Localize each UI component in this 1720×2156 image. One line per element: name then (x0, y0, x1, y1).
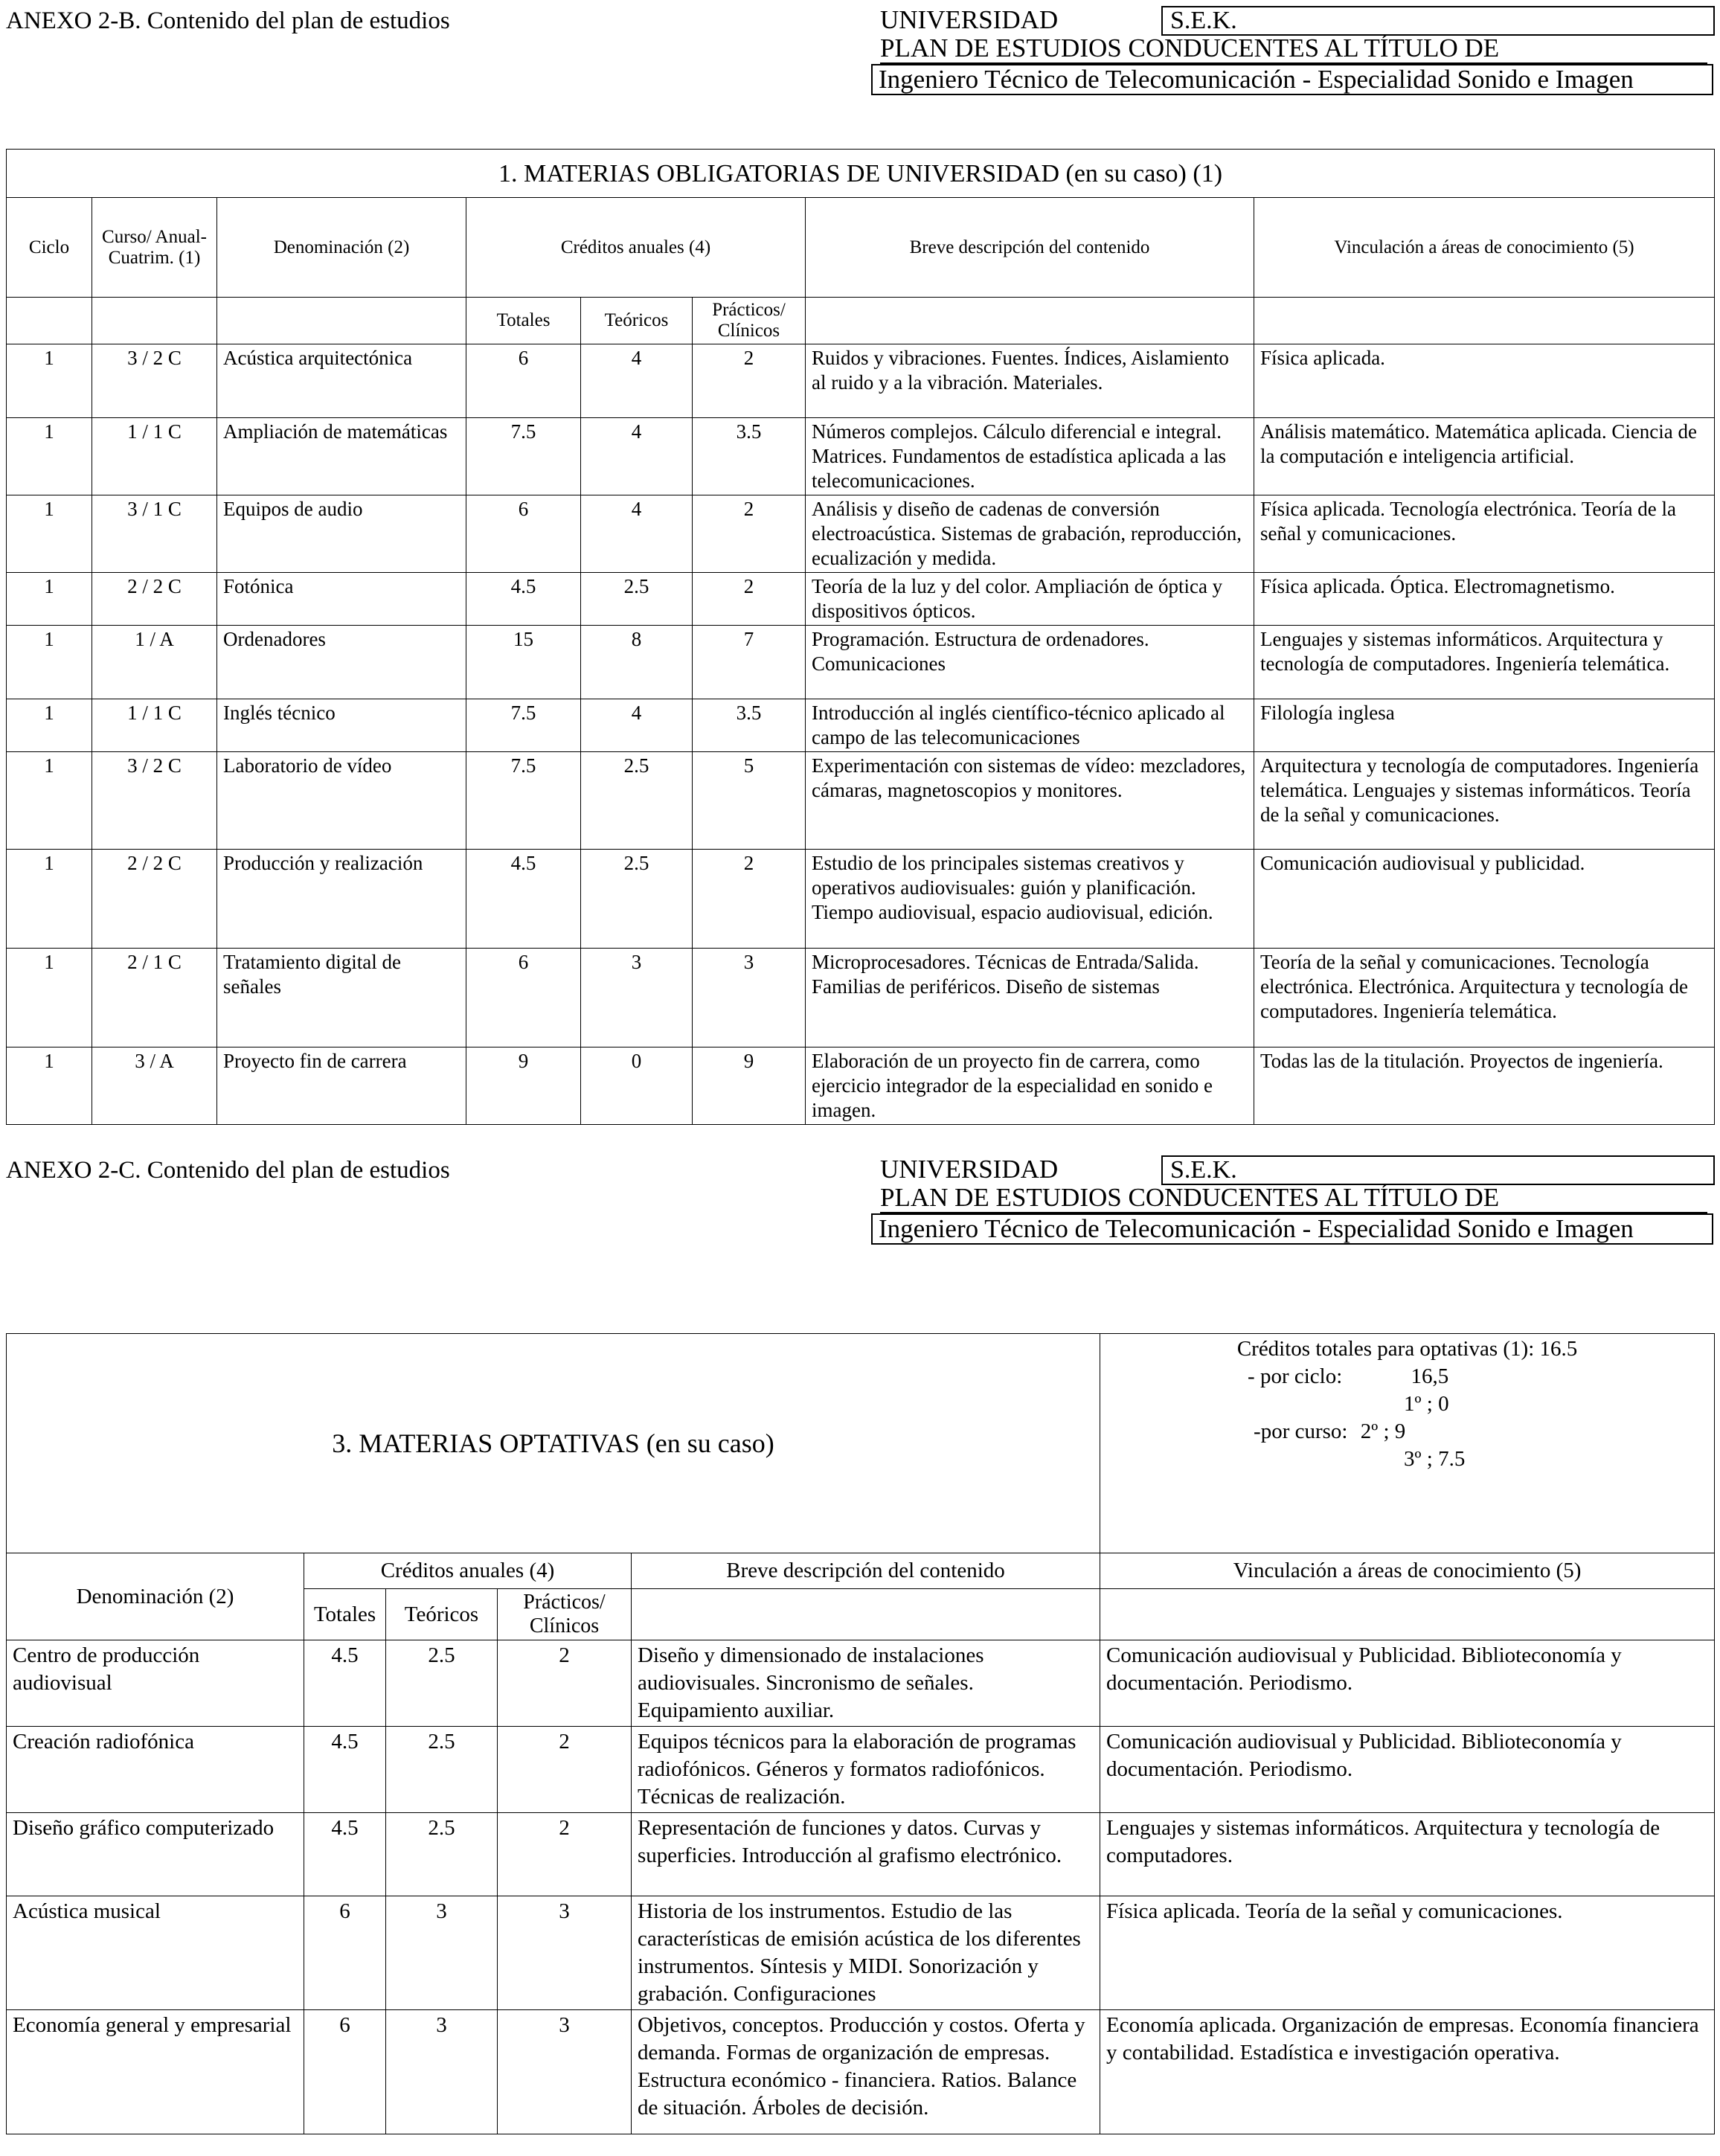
annex-c-plan-label: PLAN DE ESTUDIOS CONDUCENTES AL TÍTULO DE (880, 1184, 1707, 1213)
col-header-ciclo: Ciclo (7, 198, 92, 298)
ciclo-cell: 1 (7, 949, 92, 1047)
subject-name-cell: Ordenadores (217, 626, 466, 699)
credits-theory-cell: 4 (581, 495, 693, 573)
subject-name-cell: Proyecto fin de carrera (217, 1047, 466, 1125)
ciclo-cell: 1 (7, 495, 92, 573)
table-row (7, 573, 1715, 626)
col-header-descripcion: Breve descripción del contenido (806, 198, 1254, 298)
t3-col-header-practicos: Prácticos/ Clínicos (498, 1589, 632, 1640)
credits-theory-cell: 2.5 (386, 1640, 498, 1727)
description-cell: Elaboración de un proyecto fin de carrera, como ejercicio integrador de la especialidad en sonido e imagen. (806, 1047, 1254, 1125)
knowledge-areas-cell: Filología inglesa (1254, 699, 1715, 752)
knowledge-areas-cell: Todas las de la titulación. Proyectos de ingeniería. (1254, 1047, 1715, 1125)
knowledge-areas-cell: Física aplicada. Tecnología electrónica. Teoría de la señal y comunicaciones. (1254, 495, 1715, 573)
credits-theory-cell: 8 (581, 626, 693, 699)
knowledge-areas-cell: Comunicación audiovisual y publicidad. (1254, 850, 1715, 949)
credits-total-cell: 6 (466, 495, 581, 573)
col-header-denominacion: Denominación (2) (217, 198, 466, 298)
table3-body (7, 1640, 1715, 2134)
col-header-practicos: Prácticos/ Clínicos (693, 298, 806, 344)
annex-b-universidad-label: UNIVERSIDAD (880, 5, 1059, 34)
credits-total-cell: 4.5 (466, 850, 581, 949)
col-header-totales: Totales (466, 298, 581, 344)
subject-name-cell: Economía general y empresarial (7, 2010, 304, 2134)
credits-total-cell: 4.5 (304, 1640, 386, 1727)
curso-cell: 3 / 1 C (92, 495, 217, 573)
annex-b-plan-label: PLAN DE ESTUDIOS CONDUCENTES AL TÍTULO DE (880, 34, 1707, 64)
credits-total-cell: 15 (466, 626, 581, 699)
description-cell: Ruidos y vibraciones. Fuentes. Índices, Aislamiento al ruido y a la vibración. Materiales. (806, 344, 1254, 418)
table-row (7, 344, 1715, 418)
table-row (7, 1047, 1715, 1125)
credits-theory-cell: 0 (581, 1047, 693, 1125)
annex-c-universidad-label: UNIVERSIDAD (880, 1155, 1059, 1184)
knowledge-areas-cell: Lenguajes y sistemas informáticos. Arquitectura y tecnología de computadores. Ingeniería telemática. (1254, 626, 1715, 699)
ciclo-cell: 1 (7, 573, 92, 626)
credits-theory-cell: 4 (581, 699, 693, 752)
annex-b-degree: Ingeniero Técnico de Telecomunicación - Especialidad Sonido e Imagen (871, 64, 1713, 95)
curso-cell: 1 / A (92, 626, 217, 699)
description-cell: Objetivos, conceptos. Producción y costos. Oferta y demanda. Formas de organización de empresas. Estructura económico - financiera. Ratios. Balance de situación. Árboles de decisión. (632, 2010, 1100, 2134)
knowledge-areas-cell: Comunicación audiovisual y Publicidad. Biblioteconomía y documentación. Periodismo. (1100, 1727, 1715, 1813)
description-cell: Microprocesadores. Técnicas de Entrada/Salida. Familias de periféricos. Diseño de sistemas (806, 949, 1254, 1047)
credits-total: Créditos totales para optativas (1): 16.5 (1236, 1337, 1578, 1361)
knowledge-areas-cell: Análisis matemático. Matemática aplicada. Ciencia de la computación e inteligencia artificial. (1254, 418, 1715, 495)
subject-name-cell: Ampliación de matemáticas (217, 418, 466, 495)
subject-name-cell: Inglés técnico (217, 699, 466, 752)
col-header-teoricos: Teóricos (581, 298, 693, 344)
description-cell: Experimentación con sistemas de vídeo: mezcladores, cámaras, magnetoscopios y monitores. (806, 752, 1254, 850)
credits-course-1: 1º ; 0 (1404, 1392, 1449, 1416)
curso-cell: 3 / 2 C (92, 344, 217, 418)
credits-practice-cell: 2 (693, 344, 806, 418)
ciclo-cell: 1 (7, 850, 92, 949)
description-cell: Programación. Estructura de ordenadores. Comunicaciones (806, 626, 1254, 699)
credits-practice-cell: 2 (498, 1813, 632, 1896)
ciclo-cell: 1 (7, 418, 92, 495)
credits-theory-cell: 4 (581, 344, 693, 418)
credits-theory-cell: 3 (386, 1896, 498, 2010)
t3-col-header-creditos: Créditos anuales (4) (304, 1553, 632, 1589)
credits-total-cell: 6 (304, 2010, 386, 2134)
credits-practice-cell: 3.5 (693, 699, 806, 752)
credits-per-cycle-row (1106, 1363, 1708, 1390)
knowledge-areas-cell: Economía aplicada. Organización de empresas. Economía financiera y contabilidad. Estadística e investigación operativa. (1100, 2010, 1715, 2134)
annex-b-header-title: ANEXO 2-B. Contenido del plan de estudios (6, 7, 450, 34)
credits-total-cell: 4.5 (304, 1813, 386, 1896)
description-cell: Introducción al inglés científico-técnico aplicado al campo de las telecomunicaciones (806, 699, 1254, 752)
ciclo-cell: 1 (7, 752, 92, 850)
knowledge-areas-cell: Comunicación audiovisual y Publicidad. Biblioteconomía y documentación. Periodismo. (1100, 1640, 1715, 1727)
credits-total-cell: 6 (466, 949, 581, 1047)
subject-name-cell: Tratamiento digital de señales (217, 949, 466, 1047)
credits-per-course-row (1106, 1418, 1708, 1446)
credits-course-3: 3º ; 7.5 (1404, 1447, 1466, 1471)
table-row (7, 850, 1715, 949)
annex-c-degree: Ingeniero Técnico de Telecomunicación - Especialidad Sonido e Imagen (871, 1213, 1713, 1245)
ciclo-cell: 1 (7, 699, 92, 752)
table-row (7, 626, 1715, 699)
t3-col-header-denominacion: Denominación (2) (7, 1553, 304, 1640)
credits-theory-cell: 2.5 (386, 1813, 498, 1896)
curso-cell: 3 / 2 C (92, 752, 217, 850)
subject-name-cell: Laboratorio de vídeo (217, 752, 466, 850)
knowledge-areas-cell: Física aplicada. Óptica. Electromagnetismo. (1254, 573, 1715, 626)
table-row (7, 1896, 1715, 2010)
credits-per-course-label: -por curso: (1254, 1419, 1348, 1443)
credits-course-2: 2º ; 9 (1360, 1419, 1406, 1443)
credits-practice-cell: 2 (498, 1640, 632, 1727)
curso-cell: 2 / 2 C (92, 850, 217, 949)
annex-c-header-title: ANEXO 2-C. Contenido del plan de estudios (6, 1157, 450, 1184)
credits-theory-cell: 3 (581, 949, 693, 1047)
credits-practice-cell: 2 (498, 1727, 632, 1813)
table-row (7, 418, 1715, 495)
ciclo-cell: 1 (7, 626, 92, 699)
credits-practice-cell: 2 (693, 573, 806, 626)
credits-theory-cell: 4 (581, 418, 693, 495)
knowledge-areas-cell: Teoría de la señal y comunicaciones. Tecnología electrónica. Electrónica. Arquitectura y tecnología de computadores. Ingeniería telemática. (1254, 949, 1715, 1047)
table1-title: 1. MATERIAS OBLIGATORIAS DE UNIVERSIDAD (en su caso) (1) (7, 150, 1715, 198)
subject-name-cell: Diseño gráfico computerizado (7, 1813, 304, 1896)
table-row (7, 752, 1715, 850)
description-cell: Números complejos. Cálculo diferencial e integral. Matrices. Fundamentos de estadística aplicada a las telecomunicaciones. (806, 418, 1254, 495)
description-cell: Representación de funciones y datos. Curvas y superficies. Introducción al grafismo electrónico. (632, 1813, 1100, 1896)
credits-per-cycle-label: - por ciclo: (1248, 1364, 1343, 1388)
table-row (7, 1727, 1715, 1813)
table-row (7, 1640, 1715, 1727)
credits-practice-cell: 7 (693, 626, 806, 699)
optional-credits-box (1100, 1334, 1715, 1553)
knowledge-areas-cell: Lenguajes y sistemas informáticos. Arquitectura y tecnología de computadores. (1100, 1813, 1715, 1896)
subject-name-cell: Producción y realización (217, 850, 466, 949)
subject-name-cell: Equipos de audio (217, 495, 466, 573)
optional-subjects-table (6, 1333, 1715, 2134)
t3-col-header-totales: Totales (304, 1589, 386, 1640)
description-cell: Diseño y dimensionado de instalaciones audiovisuales. Sincronismo de señales. Equipamiento auxiliar. (632, 1640, 1100, 1727)
credits-total-cell: 7.5 (466, 752, 581, 850)
table-row (7, 699, 1715, 752)
col-header-creditos: Créditos anuales (4) (466, 198, 806, 298)
credits-theory-cell: 3 (386, 2010, 498, 2134)
credits-practice-cell: 3 (693, 949, 806, 1047)
credits-practice-cell: 3 (498, 2010, 632, 2134)
credits-total-cell: 6 (466, 344, 581, 418)
credits-total-cell: 4.5 (466, 573, 581, 626)
annex-c-universidad-value: S.E.K. (1161, 1155, 1715, 1185)
subject-name-cell: Centro de producción audiovisual (7, 1640, 304, 1727)
credits-practice-cell: 5 (693, 752, 806, 850)
table-row (7, 949, 1715, 1047)
credits-theory-cell: 2.5 (581, 573, 693, 626)
credits-practice-cell: 3.5 (693, 418, 806, 495)
credits-total-cell: 7.5 (466, 418, 581, 495)
t3-col-header-teoricos: Teóricos (386, 1589, 498, 1640)
mandatory-subjects-table (6, 149, 1715, 1125)
annex-b-universidad-value: S.E.K. (1161, 6, 1715, 36)
subject-name-cell: Acústica arquitectónica (217, 344, 466, 418)
description-cell: Historia de los instrumentos. Estudio de las características de emisión acústica de los diferentes instrumentos. Síntesis y MIDI. Sonorización y grabación. Configuraciones (632, 1896, 1100, 2010)
knowledge-areas-cell: Arquitectura y tecnología de computadores. Ingeniería telemática. Lenguajes y sistemas informáticos. Teoría de la señal y comunicaciones. (1254, 752, 1715, 850)
col-header-vinculacion: Vinculación a áreas de conocimiento (5) (1254, 198, 1715, 298)
credits-per-cycle-value: 16,5 (1411, 1364, 1449, 1388)
description-cell: Teoría de la luz y del color. Ampliación de óptica y dispositivos ópticos. (806, 573, 1254, 626)
credits-total-cell: 7.5 (466, 699, 581, 752)
credits-total-cell: 4.5 (304, 1727, 386, 1813)
credits-practice-cell: 2 (693, 495, 806, 573)
subject-name-cell: Creación radiofónica (7, 1727, 304, 1813)
ciclo-cell: 1 (7, 1047, 92, 1125)
col-header-curso: Curso/ Anual- Cuatrim. (1) (92, 198, 217, 298)
table1-body (7, 344, 1715, 1125)
description-cell: Equipos técnicos para la elaboración de programas radiofónicos. Géneros y formatos radiofónicos. Técnicas de realización. (632, 1727, 1100, 1813)
knowledge-areas-cell: Física aplicada. Teoría de la señal y comunicaciones. (1100, 1896, 1715, 2010)
credits-practice-cell: 9 (693, 1047, 806, 1125)
t3-col-header-vinculacion: Vinculación a áreas de conocimiento (5) (1100, 1553, 1715, 1589)
table3-title: 3. MATERIAS OPTATIVAS (en su caso) (7, 1334, 1100, 1553)
knowledge-areas-cell: Física aplicada. (1254, 344, 1715, 418)
subject-name-cell: Acústica musical (7, 1896, 304, 2010)
table-row (7, 1813, 1715, 1896)
curso-cell: 1 / 1 C (92, 699, 217, 752)
subject-name-cell: Fotónica (217, 573, 466, 626)
curso-cell: 2 / 2 C (92, 573, 217, 626)
credits-theory-cell: 2.5 (386, 1727, 498, 1813)
table-row (7, 2010, 1715, 2134)
ciclo-cell: 1 (7, 344, 92, 418)
credits-practice-cell: 3 (498, 1896, 632, 2010)
t3-col-header-descripcion: Breve descripción del contenido (632, 1553, 1100, 1589)
table-row (7, 495, 1715, 573)
description-cell: Estudio de los principales sistemas creativos y operativos audiovisuales: guión y planificación. Tiempo audiovisual, espacio audiovisual, edición. (806, 850, 1254, 949)
credits-theory-cell: 2.5 (581, 752, 693, 850)
description-cell: Análisis y diseño de cadenas de conversión electroacústica. Sistemas de grabación, reproducción, ecualización y medida. (806, 495, 1254, 573)
credits-theory-cell: 2.5 (581, 850, 693, 949)
credits-total-cell: 6 (304, 1896, 386, 2010)
credits-total-cell: 9 (466, 1047, 581, 1125)
curso-cell: 3 / A (92, 1047, 217, 1125)
curso-cell: 2 / 1 C (92, 949, 217, 1047)
credits-practice-cell: 2 (693, 850, 806, 949)
curso-cell: 1 / 1 C (92, 418, 217, 495)
